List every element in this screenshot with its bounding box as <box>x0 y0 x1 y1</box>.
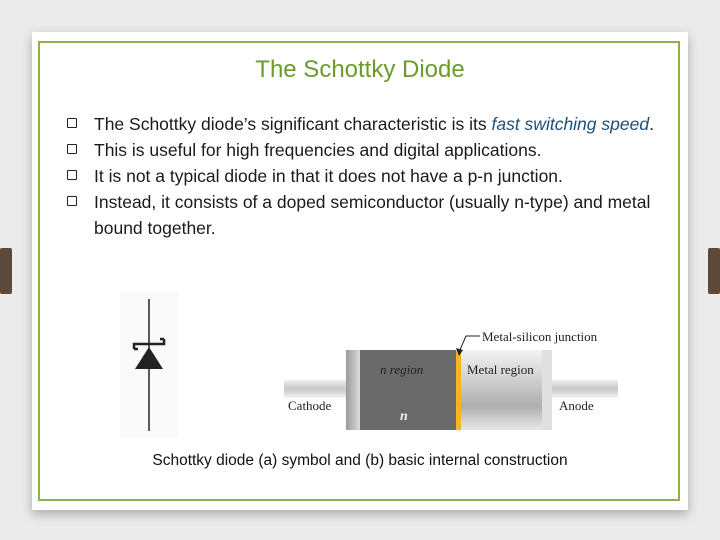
junction-label: Metal-silicon junction <box>482 329 598 344</box>
checkbox-bullet-icon <box>67 144 77 154</box>
bullet-item <box>66 137 686 163</box>
cathode-label: Cathode <box>288 398 332 413</box>
bullet-item <box>66 163 686 189</box>
bullet-text: This is useful for high frequencies and digital applications. <box>94 140 542 160</box>
schottky-construction-figure <box>270 290 634 440</box>
slide-title: The Schottky Diode <box>255 56 465 83</box>
metal-region-label: Metal region <box>467 362 534 377</box>
bullet-text: It is not a typical diode in that it does not have a p-n junction. <box>94 166 563 186</box>
bullet-list <box>66 111 686 241</box>
schottky-diode-symbol-icon <box>120 291 178 438</box>
bullet-item <box>66 189 686 241</box>
anode-label: Anode <box>559 398 594 413</box>
n-label: n <box>400 409 408 424</box>
bullet-item <box>66 111 686 137</box>
left-binder-clip <box>0 248 12 294</box>
bullet-emphasis: fast switching speed <box>491 114 650 134</box>
schottky-construction-diagram <box>270 290 634 440</box>
bullet-text-end: . <box>649 114 654 134</box>
bullet-text: Instead, it consists of a doped semiconductor (usually n-type) and metal bound together. <box>94 192 651 238</box>
n-region-label: n region <box>380 362 424 377</box>
figure-caption: Schottky diode (a) symbol and (b) basic internal construction <box>152 452 568 469</box>
schottky-symbol-figure <box>120 291 178 438</box>
right-binder-clip <box>708 248 720 294</box>
slide-card <box>32 32 688 510</box>
cathode-lead <box>284 380 354 398</box>
bullet-text: The Schottky diode’s significant characteristic is its <box>94 114 492 134</box>
checkbox-bullet-icon <box>67 118 77 128</box>
checkbox-bullet-icon <box>67 170 77 180</box>
checkbox-bullet-icon <box>67 196 77 206</box>
anode-lead <box>548 380 618 398</box>
metal-silicon-junction <box>456 350 461 430</box>
